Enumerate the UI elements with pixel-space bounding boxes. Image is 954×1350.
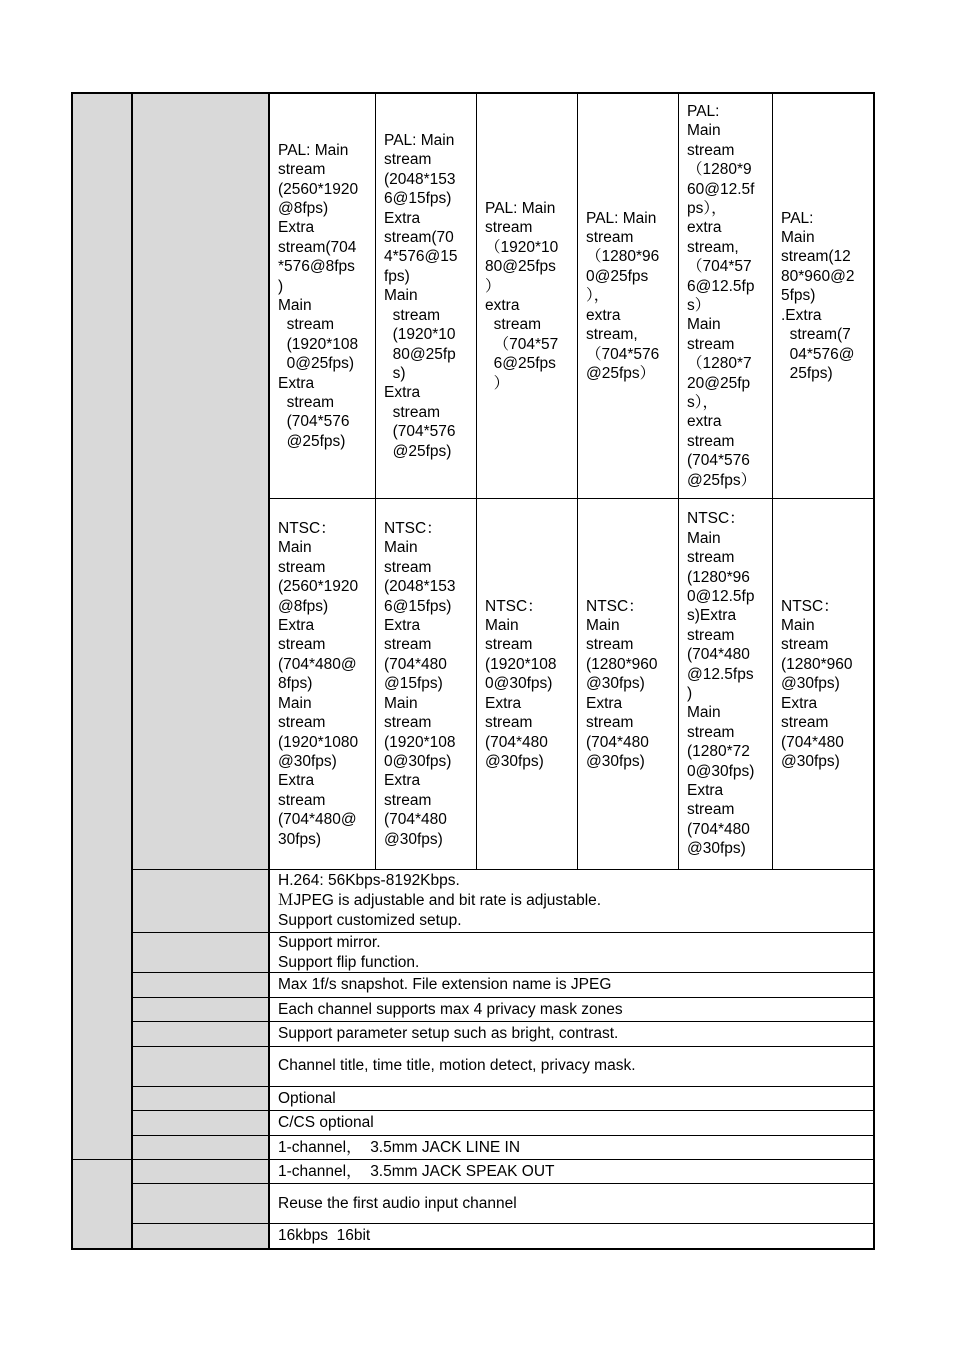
pal-cell-2: PAL: Main stream (2048*153 6@15fps) Extra stream(70 4*576@15 fps) Main stream (1920*10 80@25fp s) Extra stream (704*576 @25fps) — [384, 132, 458, 460]
ntsc-cell-4: NTSC： Main stream (1280*960 @30fps) Extra stream (704*480 @30fps) — [586, 597, 658, 770]
privacy-mask-row: Each channel supports max 4 privacy mask zones — [278, 1000, 623, 1018]
section-divider — [71, 1159, 875, 1160]
ntsc-cell-5: NTSC： Main stream (1280*96 0@12.5fp s)Extra stream (704*480 @12.5fps ) Main stream (1280*72 0@30fps) Extra stream (704*480 @30fps) — [687, 510, 755, 858]
lens-mount-row: C/CS optional — [278, 1114, 374, 1131]
bit-rate-row: H.264: 56Kbps-8192Kbps. ＭJPEG is adjustable and bit rate is adjustable. Support customized setup. — [278, 872, 602, 929]
column-divider — [268, 92, 270, 1250]
category-column — [72, 93, 132, 1249]
column-divider — [678, 92, 679, 870]
audio-compression-row: 16kbps 16bit — [278, 1227, 371, 1244]
row-divider — [132, 1135, 874, 1136]
pal-cell-6: PAL: Main stream(12 80*960@2 5fps) .Extra stream(7 04*576@ 25fps) — [781, 209, 855, 382]
row-divider — [132, 932, 874, 933]
image-setup-row: Support parameter setup such as bright, contrast. — [278, 1025, 619, 1042]
mirror-flip-row: Support mirror. Support flip function. — [278, 933, 420, 971]
audio-output-row: 1-channel， 3.5mm JACK SPEAK OUT — [278, 1162, 555, 1180]
pal-cell-3: PAL: Main stream （1920*10 80@25fps ） extra stream （704*57 6@25fps ） — [485, 199, 559, 392]
ntsc-cell-6: NTSC： Main stream (1280*960 @30fps) Extra stream (704*480 @30fps) — [781, 597, 853, 770]
row-divider — [132, 997, 874, 998]
ntsc-cell-2: NTSC： Main stream (2048*153 6@15fps) Extra stream (704*480 @15fps) Main stream (1920*108 0@30fps) Extra stream (704*480 @30fps) — [384, 520, 456, 848]
pal-cell-5: PAL: Main stream （1280*9 60@12.5f ps）， extra stream, （704*57 6@12.5fp s） Main stream （1280*7 20@25fp s）， extra stream (704*576 @25fps） — [687, 102, 757, 489]
osd-row: Channel title, time title, motion detect, privacy mask. — [278, 1057, 636, 1074]
lens-optional-row: Optional — [278, 1089, 336, 1107]
row-divider — [132, 1223, 874, 1224]
row-divider — [132, 869, 874, 870]
column-divider — [772, 92, 773, 870]
ntsc-cell-3: NTSC： Main stream (1920*108 0@30fps) Extra stream (704*480 @30fps) — [485, 597, 557, 770]
pal-cell-1: PAL: Main stream (2560*1920 @8fps) Extra stream(704 *576@8fps ) Main stream (1920*108 0@25fps) Extra stream (704*576 @25fps) — [278, 141, 359, 450]
row-divider — [132, 1110, 874, 1111]
audio-input-row: 1-channel， 3.5mm JACK LINE IN — [278, 1138, 521, 1156]
column-divider — [577, 92, 578, 870]
table-border-bottom — [71, 1248, 875, 1250]
table-border-left — [71, 92, 73, 1250]
item-label-column — [132, 93, 269, 1249]
row-divider — [132, 1086, 874, 1087]
row-divider — [132, 972, 874, 973]
column-divider — [476, 92, 477, 870]
ntsc-cell-1: NTSC： Main stream (2560*1920 @8fps) Extra stream (704*480@ 8fps) Main stream (1920*1080 @30fps) Extra stream (704*480@ 30fps) — [278, 520, 359, 848]
table-border-right — [873, 92, 875, 1250]
row-divider — [269, 498, 874, 499]
talk-input-row: Reuse the first audio input channel — [278, 1194, 517, 1212]
row-divider — [132, 1183, 874, 1184]
row-divider — [132, 1021, 874, 1022]
column-divider — [375, 92, 376, 870]
pal-cell-4: PAL: Main stream （1280*96 0@25fps ）， extra stream, （704*576 @25fps） — [586, 209, 660, 382]
column-divider — [131, 92, 133, 1250]
snapshot-row: Max 1f/s snapshot. File extension name is JPEG — [278, 976, 612, 993]
row-divider — [132, 1046, 874, 1047]
table-border-top — [71, 92, 875, 94]
